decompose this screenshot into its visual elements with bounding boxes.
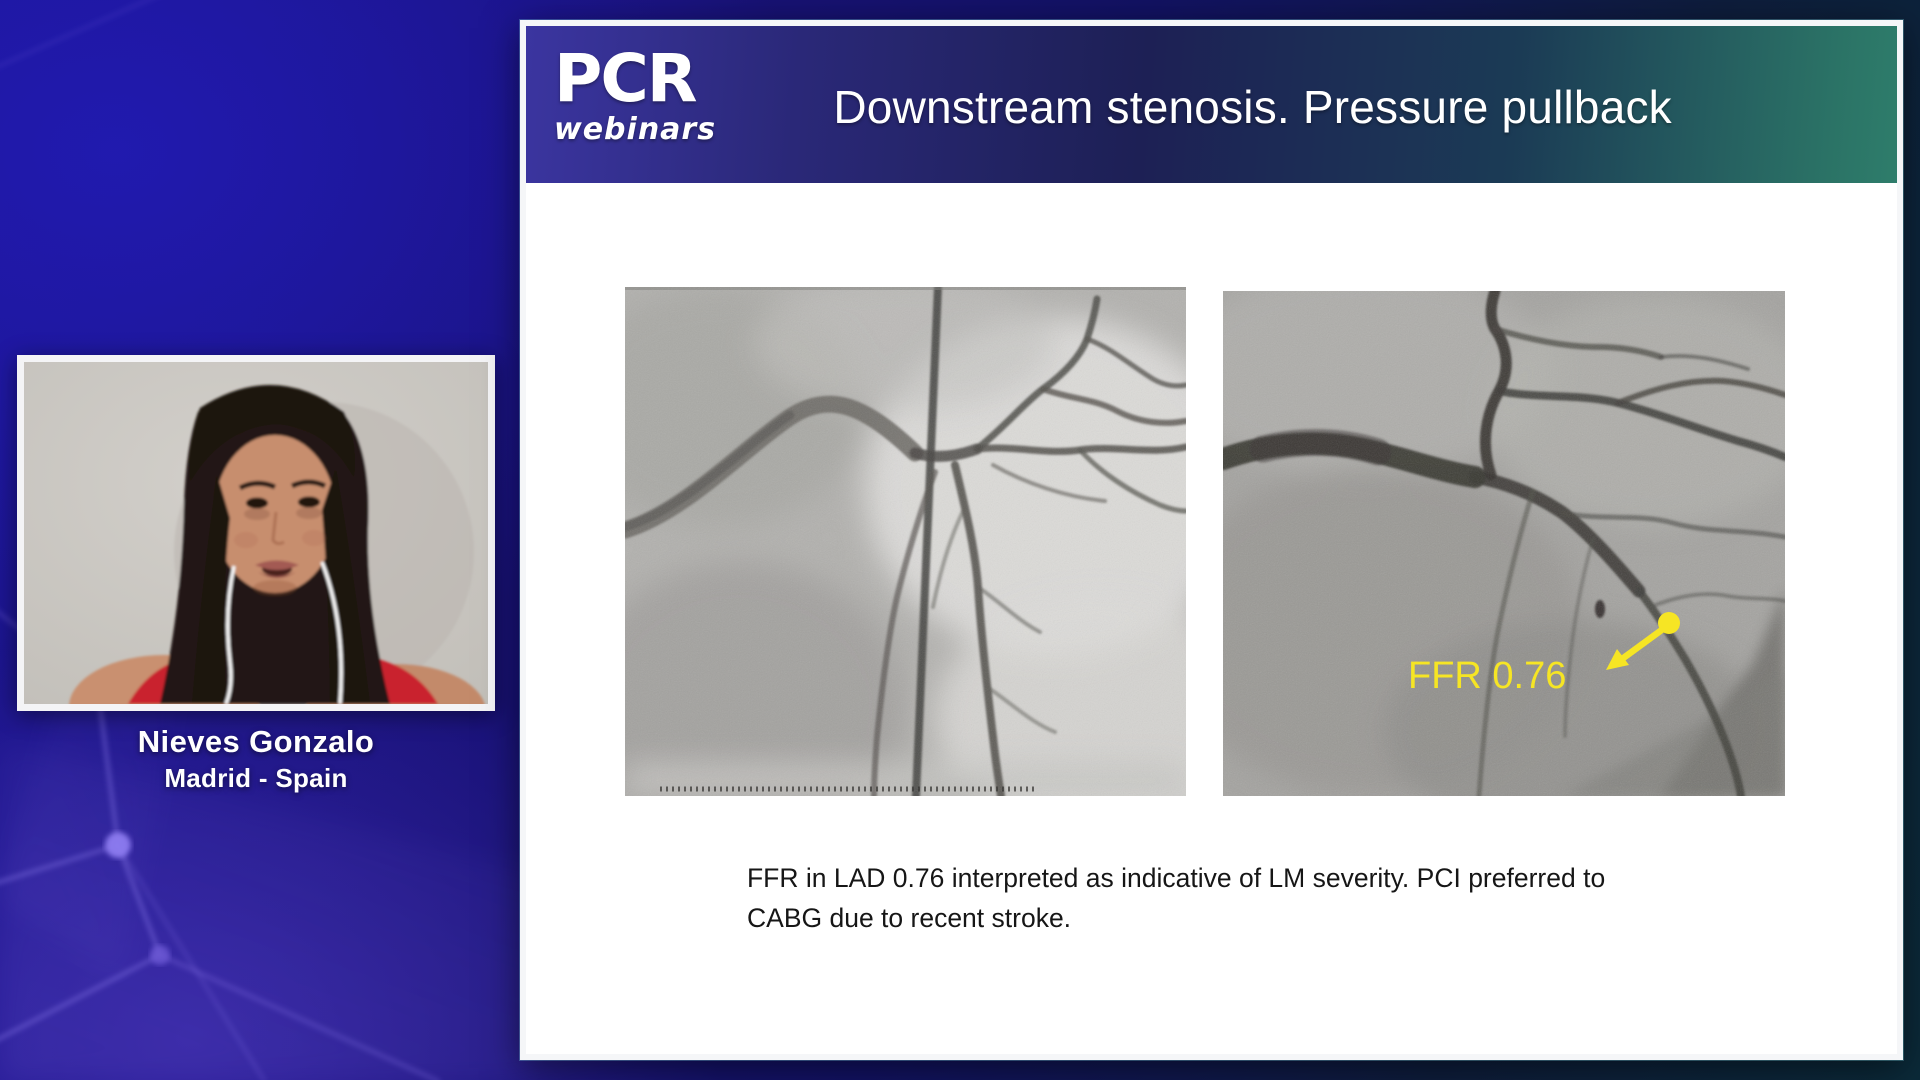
pcr-logo-webinars-text: webinars	[554, 111, 717, 147]
eye-shadow-left	[244, 508, 270, 520]
right-eye	[298, 497, 320, 508]
eye-shadow-right	[296, 507, 322, 519]
blush-right	[302, 530, 326, 546]
presentation-slide	[520, 20, 1903, 1060]
left-eye	[246, 498, 268, 509]
angiogram-left-image	[625, 287, 1186, 796]
angiogram-left	[625, 287, 1186, 796]
angiogram-right	[1223, 291, 1785, 796]
slide-header	[526, 26, 1897, 183]
ffr-annotation-text: FFR 0.76	[1408, 655, 1567, 697]
slide-title: Downstream stenosis. Pressure pullback	[833, 80, 1672, 133]
pcr-logo-text: PCR	[554, 40, 696, 117]
speaker-portrait	[24, 362, 488, 704]
speaker-location: Madrid - Spain	[164, 763, 348, 793]
speaker-name: Nieves Gonzalo	[137, 724, 375, 759]
noise-overlay	[625, 287, 1186, 796]
speaker-label	[0, 724, 512, 794]
noise-overlay	[1223, 291, 1785, 796]
caption-line-2: CABG due to recent stroke.	[747, 902, 1072, 933]
pcr-webinars-logo	[554, 40, 717, 147]
blush-left	[234, 532, 258, 548]
angiogram-right-image	[1223, 291, 1785, 796]
speaker-webcam	[17, 355, 495, 711]
chin-shadow	[253, 580, 297, 596]
caption-line-1: FFR in LAD 0.76 interpreted as indicative of LM severity. PCI preferred to	[747, 863, 1606, 893]
slide-caption	[747, 859, 1605, 939]
